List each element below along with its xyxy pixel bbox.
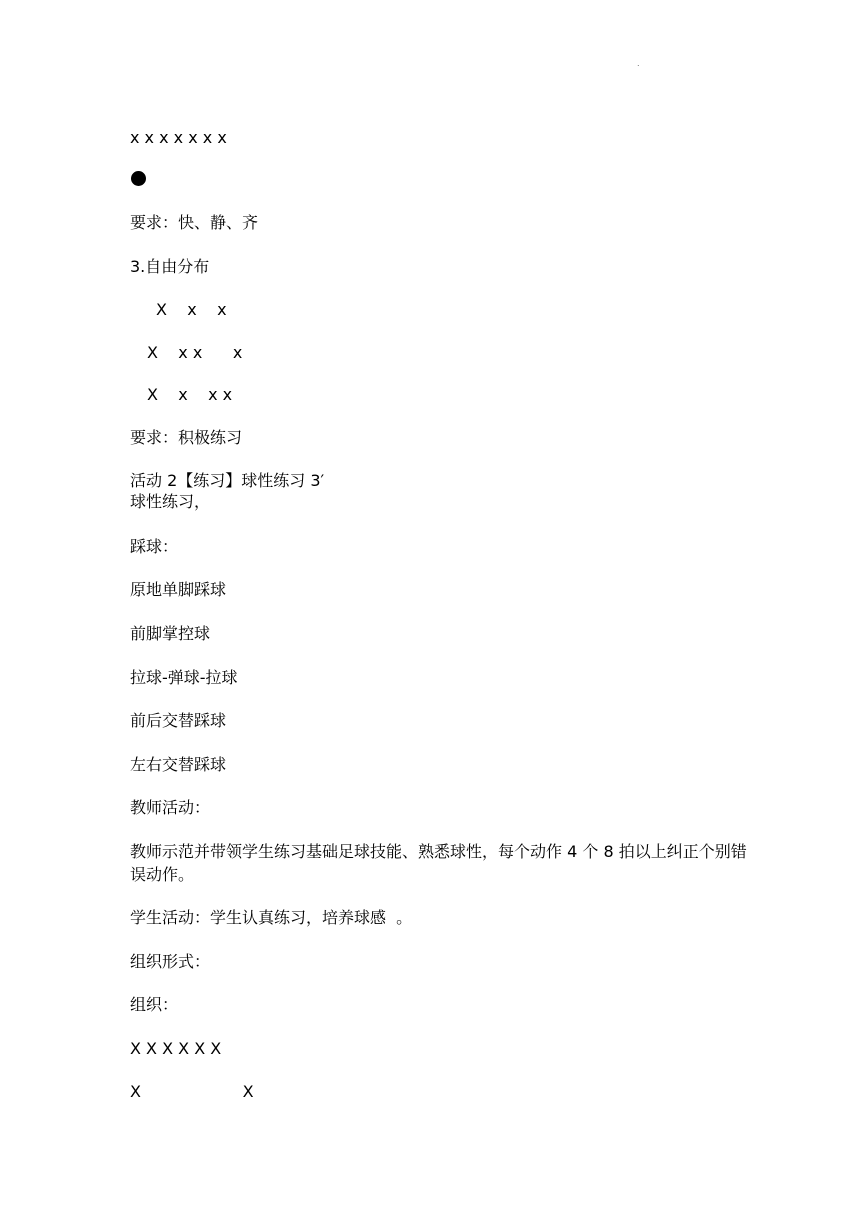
teacher-activity-label: 教师活动： [130, 798, 211, 817]
activity-2-subtitle: 球性练习， [130, 492, 211, 511]
student-activity-text: 学生活动：学生认真练习，培养球感 。 [130, 908, 413, 927]
free-formation-row-1: X x x [156, 300, 227, 319]
formation-row-lower-x: x x x x x x x [130, 128, 227, 147]
drill-item: 前后交替踩球 [130, 711, 227, 730]
free-formation-row-2: X x x x [147, 343, 243, 362]
drill-item: 左右交替踩球 [130, 755, 227, 774]
requirement-2: 要求：积极练习 [130, 428, 243, 447]
organization-form-label: 组织形式： [130, 952, 211, 971]
teacher-position-bullet-icon [131, 171, 146, 186]
drill-item: 前脚掌控球 [130, 624, 211, 643]
drill-item: 原地单脚踩球 [130, 580, 227, 599]
activity-2-title: 活动 2【练习】球性练习 3′ [130, 471, 325, 490]
step-label: 踩球： [130, 537, 179, 556]
formation-row-upper-x: X X X X X X [130, 1039, 222, 1058]
drill-item: 拉球-弹球-拉球 [130, 668, 238, 687]
section-3-title: 3.自由分布 [130, 257, 210, 276]
requirement-1: 要求：快、静、齐 [130, 213, 259, 232]
free-formation-row-3: X x x x [147, 385, 233, 404]
teacher-activity-text: 教师示范并带领学生练习基础足球技能、熟悉球性，每个动作 4 个 8 拍以上纠正个别错误动作。 [130, 842, 747, 884]
header-mark: . [637, 59, 640, 68]
formation-row-wide: X X [130, 1082, 254, 1101]
organization-label: 组织： [130, 995, 179, 1014]
